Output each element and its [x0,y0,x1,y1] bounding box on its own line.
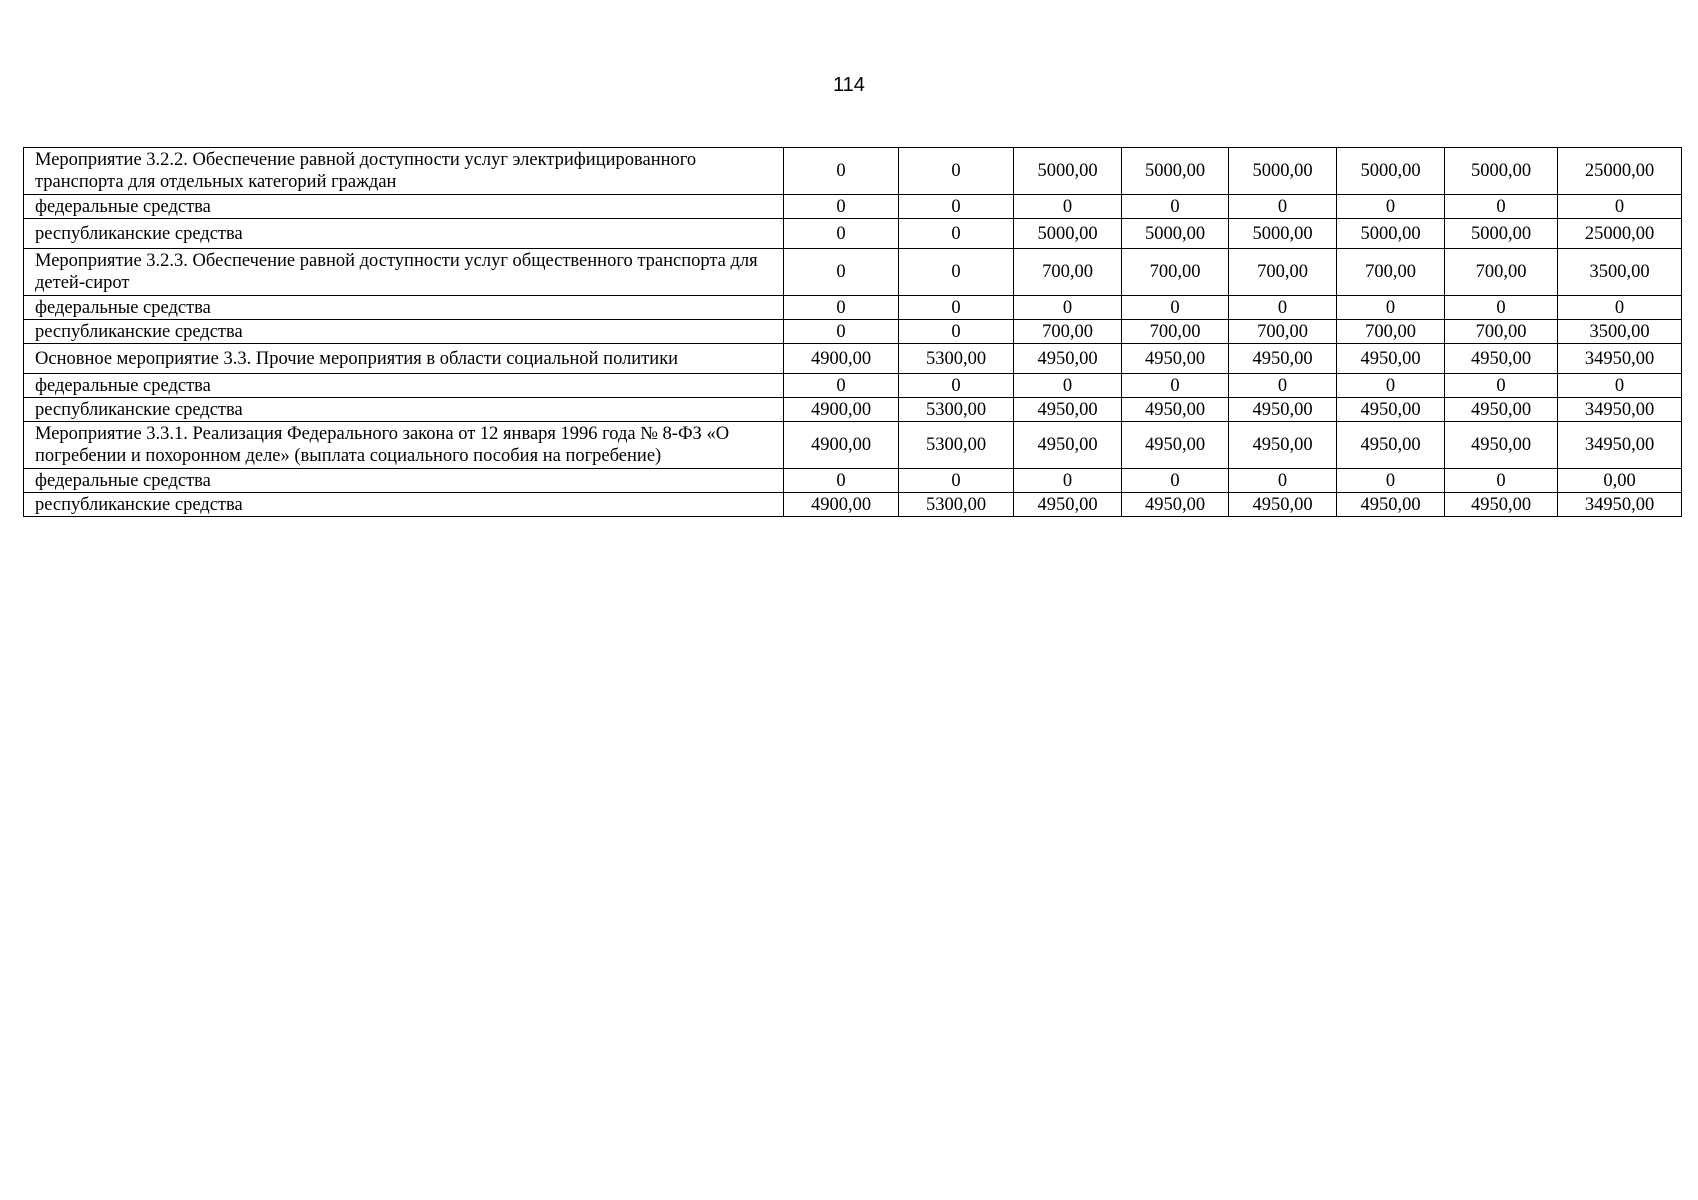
value-cell: 0 [784,219,899,249]
value-cell: 4950,00 [1337,344,1445,374]
value-cell: 4950,00 [1229,344,1337,374]
table-row [24,296,1682,320]
value-cell: 0 [1337,195,1445,219]
value-cell: 700,00 [1014,249,1122,296]
value-cell: 0 [784,195,899,219]
value-cell: 0 [1445,296,1558,320]
value-cell: 0 [899,219,1014,249]
value-cell: 0 [1122,374,1229,398]
value-cell: 4900,00 [784,422,899,469]
table-row [24,249,1682,296]
value-cell: 0 [784,374,899,398]
row-name: Мероприятие 3.2.3. Обеспечение равной доступности услуг общественного транспорта для детей-сирот [24,249,784,296]
value-cell: 4900,00 [784,344,899,374]
row-name: Мероприятие 3.2.2. Обеспечение равной доступности услуг электрифицированного транспорта для отдельных категорий граждан [24,148,784,195]
value-cell: 700,00 [1337,249,1445,296]
table-row [24,219,1682,249]
value-cell: 4950,00 [1337,493,1445,517]
row-name: федеральные средства [24,374,784,398]
total-cell: 3500,00 [1558,320,1682,344]
value-cell: 4950,00 [1229,398,1337,422]
value-cell: 4950,00 [1014,422,1122,469]
total-cell: 3500,00 [1558,249,1682,296]
value-cell: 700,00 [1014,320,1122,344]
value-cell: 0 [784,148,899,195]
value-cell: 4950,00 [1122,344,1229,374]
value-cell: 700,00 [1229,320,1337,344]
value-cell: 0 [899,320,1014,344]
value-cell: 5000,00 [1014,148,1122,195]
row-name: Мероприятие 3.3.1. Реализация Федерального закона от 12 января 1996 года № 8-ФЗ «О погребении и похоронном деле» (выплата социального пособия на погребение) [24,422,784,469]
total-cell: 0 [1558,374,1682,398]
total-cell: 25000,00 [1558,148,1682,195]
table-row [24,422,1682,469]
value-cell: 5000,00 [1014,219,1122,249]
value-cell: 5000,00 [1337,219,1445,249]
table-row [24,469,1682,493]
table-row [24,344,1682,374]
value-cell: 0 [1229,469,1337,493]
budget-table-body [24,148,1682,517]
value-cell: 700,00 [1122,320,1229,344]
total-cell: 0,00 [1558,469,1682,493]
value-cell: 4950,00 [1122,493,1229,517]
value-cell: 4950,00 [1014,493,1122,517]
row-name: федеральные средства [24,195,784,219]
value-cell: 5000,00 [1122,219,1229,249]
value-cell: 0 [1445,374,1558,398]
value-cell: 0 [1229,195,1337,219]
value-cell: 5000,00 [1229,148,1337,195]
value-cell: 4950,00 [1122,422,1229,469]
total-cell: 0 [1558,296,1682,320]
table-row [24,195,1682,219]
value-cell: 0 [1337,374,1445,398]
value-cell: 0 [1014,296,1122,320]
row-name: Основное мероприятие 3.3. Прочие мероприятия в области социальной политики [24,344,784,374]
row-name: республиканские средства [24,398,784,422]
value-cell: 0 [899,374,1014,398]
value-cell: 0 [1445,195,1558,219]
value-cell: 0 [1014,469,1122,493]
table-row [24,398,1682,422]
row-name: республиканские средства [24,219,784,249]
budget-table [23,147,1682,517]
value-cell: 5000,00 [1445,148,1558,195]
row-name: федеральные средства [24,469,784,493]
value-cell: 5000,00 [1229,219,1337,249]
total-cell: 0 [1558,195,1682,219]
value-cell: 0 [784,469,899,493]
value-cell: 4950,00 [1229,422,1337,469]
value-cell: 0 [784,320,899,344]
value-cell: 0 [899,148,1014,195]
value-cell: 4900,00 [784,398,899,422]
total-cell: 34950,00 [1558,344,1682,374]
value-cell: 700,00 [1445,249,1558,296]
table-row [24,493,1682,517]
value-cell: 700,00 [1445,320,1558,344]
value-cell: 4950,00 [1445,398,1558,422]
value-cell: 0 [784,296,899,320]
value-cell: 4950,00 [1337,398,1445,422]
value-cell: 0 [899,195,1014,219]
value-cell: 0 [1229,296,1337,320]
table-row [24,148,1682,195]
value-cell: 700,00 [1229,249,1337,296]
value-cell: 4950,00 [1122,398,1229,422]
value-cell: 0 [1229,374,1337,398]
value-cell: 5000,00 [1122,148,1229,195]
total-cell: 34950,00 [1558,422,1682,469]
total-cell: 25000,00 [1558,219,1682,249]
value-cell: 0 [899,296,1014,320]
value-cell: 0 [1122,296,1229,320]
table-row [24,320,1682,344]
value-cell: 0 [1014,195,1122,219]
table-row [24,374,1682,398]
value-cell: 0 [1337,469,1445,493]
value-cell: 0 [1337,296,1445,320]
total-cell: 34950,00 [1558,398,1682,422]
value-cell: 4950,00 [1445,344,1558,374]
value-cell: 0 [899,469,1014,493]
value-cell: 4950,00 [1229,493,1337,517]
page-number: 114 [833,74,865,96]
row-name: республиканские средства [24,493,784,517]
value-cell: 4950,00 [1337,422,1445,469]
value-cell: 5000,00 [1445,219,1558,249]
value-cell: 0 [899,249,1014,296]
row-name: республиканские средства [24,320,784,344]
value-cell: 4950,00 [1014,344,1122,374]
value-cell: 4950,00 [1445,422,1558,469]
value-cell: 5300,00 [899,398,1014,422]
value-cell: 5300,00 [899,422,1014,469]
value-cell: 0 [1014,374,1122,398]
value-cell: 5300,00 [899,493,1014,517]
value-cell: 4900,00 [784,493,899,517]
value-cell: 4950,00 [1014,398,1122,422]
row-name: федеральные средства [24,296,784,320]
value-cell: 700,00 [1337,320,1445,344]
value-cell: 5300,00 [899,344,1014,374]
value-cell: 0 [1122,195,1229,219]
value-cell: 0 [1122,469,1229,493]
value-cell: 5000,00 [1337,148,1445,195]
value-cell: 4950,00 [1445,493,1558,517]
value-cell: 0 [1445,469,1558,493]
value-cell: 700,00 [1122,249,1229,296]
value-cell: 0 [784,249,899,296]
total-cell: 34950,00 [1558,493,1682,517]
